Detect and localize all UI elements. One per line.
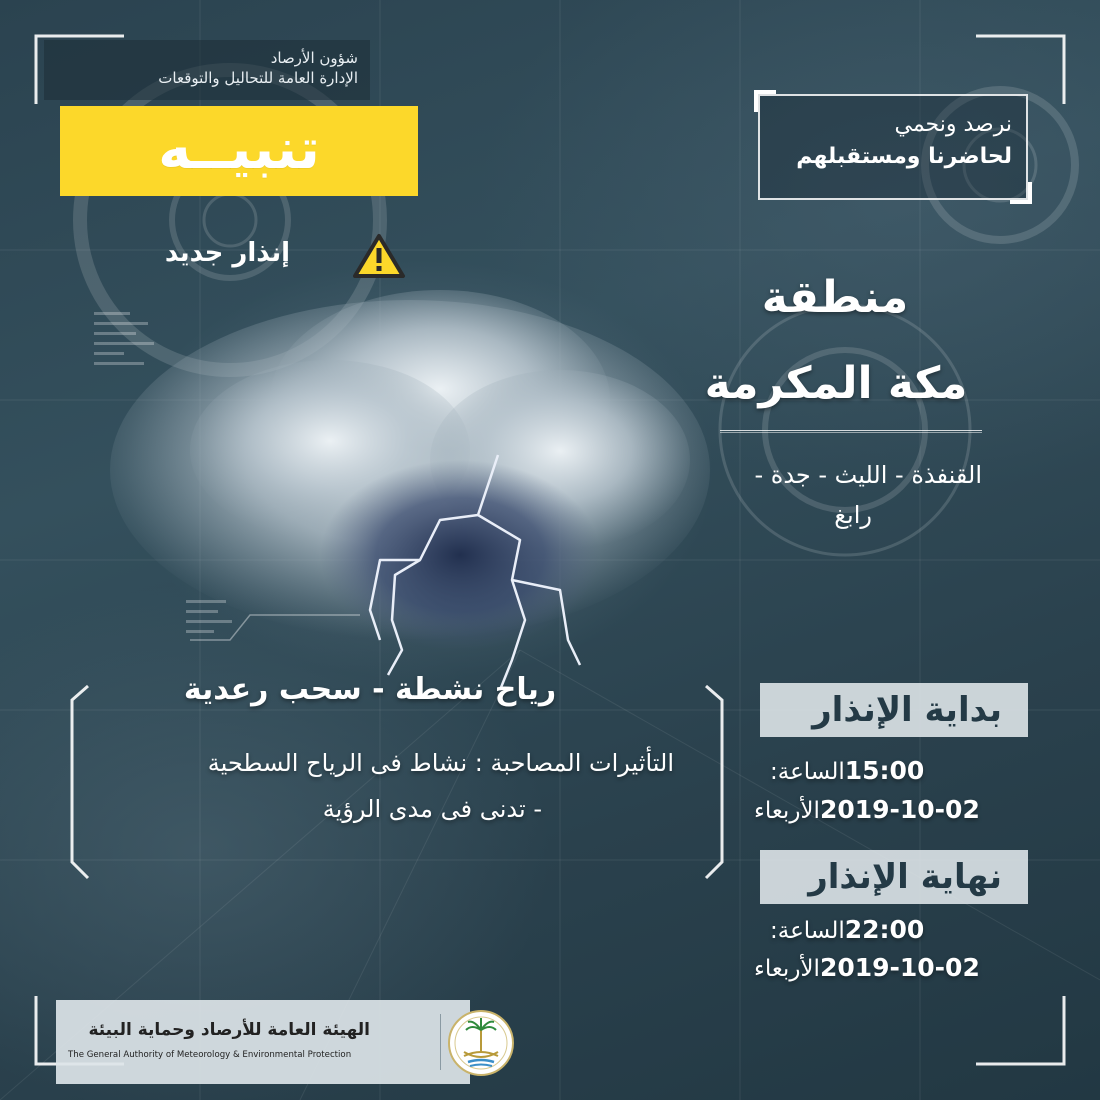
division-name: الإدارة العامة للتحاليل والتوقعات (158, 69, 358, 87)
end-time-value: 22:00 (844, 915, 925, 944)
department-box (44, 40, 370, 100)
footer-divider (440, 1014, 441, 1070)
end-date-value: 2019-10-02 (819, 953, 980, 982)
warning-end-header: نهاية الإنذار (760, 850, 1028, 904)
warning-start-header: بداية الإنذار (760, 683, 1028, 737)
new-warning-label: إنذار جديد (164, 238, 290, 268)
start-day: الأربعاء (754, 798, 820, 824)
end-time-label: الساعة: (770, 918, 845, 944)
governorates-line1: القنفذة - الليث - جدة - (754, 461, 982, 489)
slogan-line2: لحاضرنا ومستقبلهم (796, 144, 1012, 169)
warning-triangle-icon (352, 233, 406, 279)
region-divider (720, 430, 982, 433)
authority-name-english: The General Authority of Meteorology & Environmental Protection (68, 1050, 352, 1060)
slogan-box (758, 94, 1028, 200)
start-time-value: 15:00 (844, 756, 925, 785)
alert-banner: تنبيــه (60, 106, 418, 196)
start-time-label: الساعة: (770, 759, 845, 785)
end-date-row (740, 953, 1022, 982)
department-name: شؤون الأرصاد (270, 49, 358, 67)
end-time-row (740, 915, 1022, 944)
governorates-line2: رابغ (834, 501, 872, 529)
effects-line2: - تدنى فى مدى الرؤية (322, 795, 542, 823)
region-label: منطقة (761, 272, 909, 323)
palm-swords-logo-icon (446, 1008, 516, 1078)
start-time-row (740, 756, 1022, 785)
end-day: الأربعاء (754, 956, 820, 982)
governorates-list (690, 455, 982, 535)
authority-name-arabic: الهيئة العامة للأرصاد وحماية البيئة (88, 1020, 370, 1040)
effects-line1: التأثيرات المصاحبة : نشاط فى الرياح السطحية (207, 749, 674, 777)
start-date-value: 2019-10-02 (819, 795, 980, 824)
authority-footer (56, 1000, 470, 1084)
hazard-title: رياح نشطة - سحب رعدية (183, 672, 557, 707)
hazard-effects (100, 740, 674, 832)
region-name: مكة المكرمة (704, 358, 968, 409)
slogan-line1: نرصد ونحمي (894, 112, 1012, 137)
start-date-row (740, 795, 1022, 824)
